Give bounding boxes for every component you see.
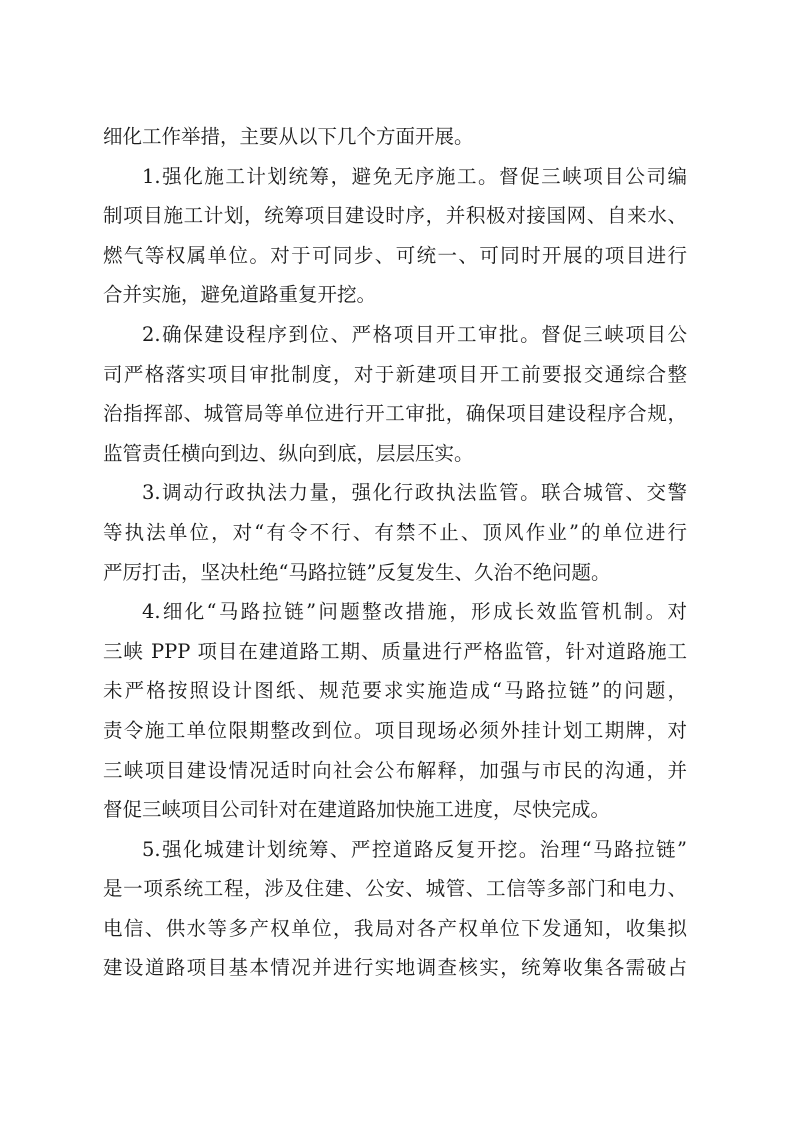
text-line: 燃气等权属单位。对于可同步、可统一、可同时开展的项目进行 bbox=[103, 243, 687, 267]
text-line: 建设道路项目基本情况并进行实地调查核实，统筹收集各需破占 bbox=[103, 956, 687, 980]
text-line: 严厉打击，坚决杜绝“马路拉链”反复发生、久治不绝问题。 bbox=[103, 560, 611, 584]
text-line: 是一项系统工程，涉及住建、公安、城管、工信等多部门和电力、 bbox=[103, 877, 687, 901]
text-line: 责令施工单位限期整改到位。项目现场必须外挂计划工期牌，对 bbox=[103, 718, 687, 742]
text-line: 三峡项目建设情况适时向社会公布解释，加强与市民的沟通，并 bbox=[103, 758, 687, 782]
paragraph-continuation bbox=[103, 117, 687, 157]
text-line: 三峡 PPP 项目在建道路工期、质量进行严格监管，针对道路施工 bbox=[103, 639, 687, 663]
text-line: 未严格按照设计图纸、规范要求实施造成“马路拉链”的问题， bbox=[103, 679, 687, 703]
text-line: 监管责任横向到边、纵向到底，层层压实。 bbox=[103, 441, 474, 465]
text-line: 细化工作举措，主要从以下几个方面开展。 bbox=[103, 125, 474, 148]
text-line: 司严格落实项目审批制度，对于新建项目开工前要报交通综合整 bbox=[103, 362, 687, 386]
paragraph-item-4 bbox=[103, 592, 687, 830]
text-line: 等执法单位，对“有令不行、有禁不止、顶风作业”的单位进行 bbox=[103, 520, 687, 544]
text-line: 3.调动行政执法力量，强化行政执法监管。联合城管、交警 bbox=[142, 481, 687, 505]
text-line: 4.细化“马路拉链”问题整改措施，形成长效监管机制。对 bbox=[142, 600, 687, 624]
paragraph-item-3 bbox=[103, 473, 687, 592]
paragraph-item-5 bbox=[103, 830, 687, 988]
text-line: 1.强化施工计划统筹，避免无序施工。督促三峡项目公司编 bbox=[142, 164, 687, 188]
paragraph-item-2 bbox=[103, 315, 687, 473]
text-line: 合并实施，避免道路重复开挖。 bbox=[103, 283, 377, 307]
text-line: 电信、供水等多产权单位，我局对各产权单位下发通知，收集拟 bbox=[103, 916, 687, 940]
text-line: 5.强化城建计划统筹、严控道路反复开挖。治理“马路拉链” bbox=[142, 837, 687, 861]
text-line: 督促三峡项目公司针对在建道路加快施工进度，尽快完成。 bbox=[103, 798, 611, 822]
paragraph-item-1 bbox=[103, 157, 687, 315]
text-line: 治指挥部、城管局等单位进行开工审批，确保项目建设程序合规， bbox=[103, 402, 687, 426]
text-line: 2.确保建设程序到位、严格项目开工审批。督促三峡项目公 bbox=[142, 322, 687, 346]
document-body bbox=[103, 117, 687, 988]
text-line: 制项目施工计划，统筹项目建设时序，并积极对接国网、自来水、 bbox=[103, 204, 687, 228]
